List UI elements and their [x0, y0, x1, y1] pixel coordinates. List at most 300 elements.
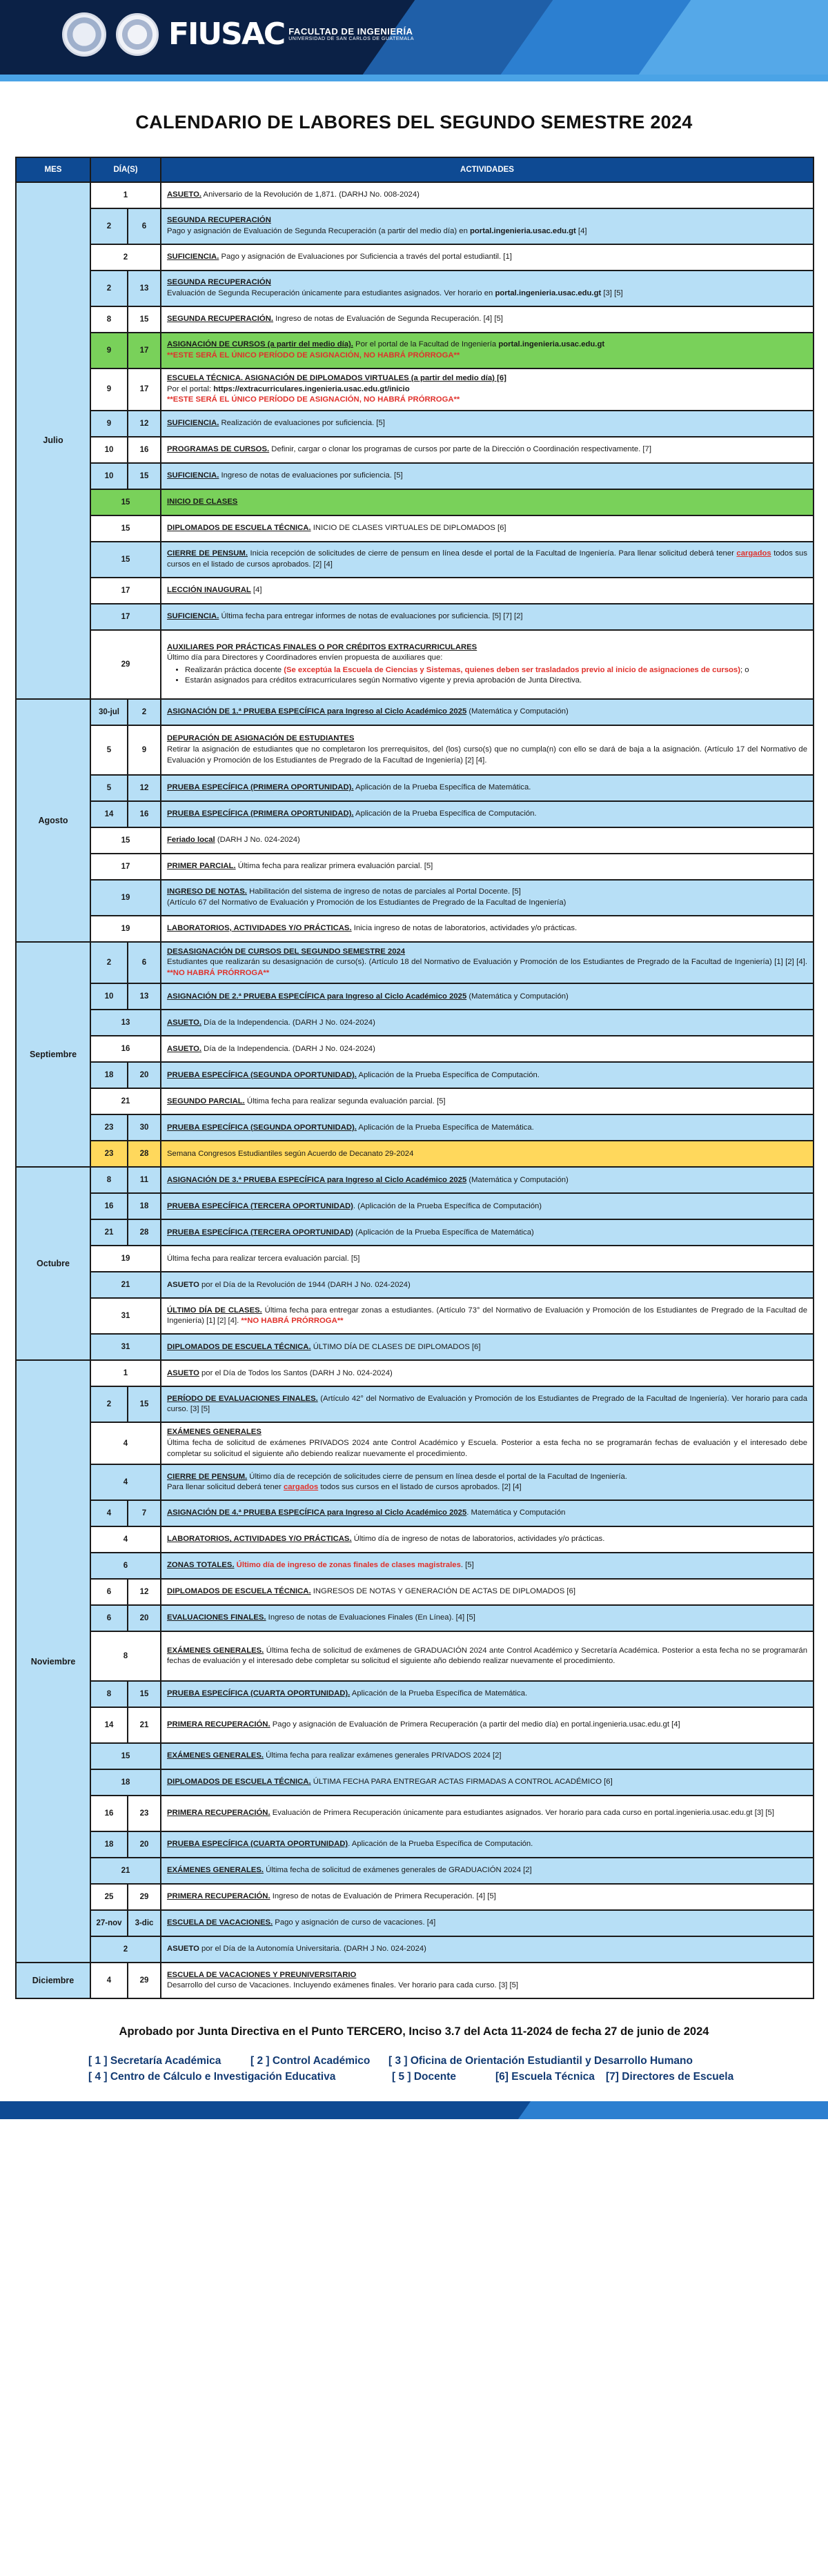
end-day-cell: 2	[128, 699, 161, 725]
activity-heading: PRUEBA ESPECÍFICA (TERCERA OPORTUNIDAD)	[167, 1201, 353, 1210]
table-row	[16, 801, 814, 827]
table-row	[16, 1272, 814, 1298]
activity-text: ; o	[740, 665, 749, 674]
activity-heading: SUFICIENCIA.	[167, 418, 219, 427]
activity-cell	[161, 1936, 814, 1963]
activity-heading: ASUETO.	[167, 1018, 202, 1027]
end-day-cell: 21	[128, 1707, 161, 1743]
month-cell: Octubre	[16, 1167, 90, 1360]
activity-heading: PROGRAMAS DE CURSOS.	[167, 444, 270, 453]
activity-text: Por el portal de la Facultad de Ingeniería	[353, 340, 499, 349]
day-cell: 15	[90, 489, 161, 515]
activity-text: Aplicación de la Prueba Específica de Computación.	[356, 1070, 540, 1079]
table-row	[16, 1422, 814, 1464]
activity-text: Última fecha para entregar zonas a estudiantes. (Artículo 73° del Normativo de Evaluación y Promoción de los Estudiantes de Pregrado de la Facultad de Ingeniería) [1] [2] [4].	[167, 1306, 807, 1326]
header-logos	[62, 12, 414, 57]
end-day-cell: 16	[128, 801, 161, 827]
activity-cell	[161, 854, 814, 880]
start-day-cell: 14	[90, 801, 128, 827]
table-row	[16, 1963, 814, 1998]
start-day-cell: 23	[90, 1141, 128, 1167]
activity-cell	[161, 1386, 814, 1422]
activity-text: Aplicación de la Prueba Específica de Matemática.	[353, 783, 531, 792]
activity-heading: SUFICIENCIA.	[167, 611, 219, 620]
activity-text: Ingreso de notas de Evaluación de Segunda Recuperación. [4] [5]	[273, 315, 503, 324]
activity-heading: PERÍODO DE EVALUACIONES FINALES.	[167, 1394, 318, 1403]
day-cell: 2	[90, 244, 161, 271]
activity-text: Pago y asignación de Evaluaciones por Suficiencia a través del portal estudiantil. [1]	[219, 253, 512, 262]
table-row	[16, 1858, 814, 1884]
end-day-cell: 20	[128, 1831, 161, 1858]
table-row	[16, 1769, 814, 1796]
table-row	[16, 630, 814, 699]
end-day-cell: 15	[128, 306, 161, 333]
activity-cell	[161, 1605, 814, 1631]
table-row	[16, 1796, 814, 1831]
activity-cell	[161, 1167, 814, 1193]
activity-cell	[161, 1579, 814, 1605]
activity-cell	[161, 630, 814, 699]
end-day-cell: 15	[128, 463, 161, 489]
activity-text: [4]	[575, 227, 587, 235]
day-cell: 29	[90, 630, 161, 699]
activity-text: Inicia recepción de solicitudes de cierre de pensum en línea desde el portal de la Facultad de Ingeniería. Para llenar solicitud deberá tener	[247, 549, 737, 558]
activity-cell	[161, 604, 814, 630]
table-row	[16, 271, 814, 306]
activity-text: ÚLTIMO DÍA DE CLASES DE DIPLOMADOS [6]	[310, 1342, 481, 1351]
start-day-cell: 30-jul	[90, 699, 128, 725]
activity-alert: **ESTE SERÁ EL ÚNICO PERÍODO DE ASIGNACIÓN, NO HABRÁ PRÓRROGA**	[167, 351, 460, 360]
activity-cell	[161, 983, 814, 1010]
activity-heading: EVALUACIONES FINALES.	[167, 1613, 266, 1622]
activity-text: Pago y asignación de curso de vacaciones. [4]	[273, 1918, 436, 1927]
day-cell: 17	[90, 604, 161, 630]
activity-cell	[161, 271, 814, 306]
start-day-cell: 4	[90, 1963, 128, 1998]
end-day-cell: 3-dic	[128, 1910, 161, 1936]
activity-heading: SEGUNDA RECUPERACIÓN	[167, 216, 271, 225]
activity-text: Desarrollo del curso de Vacaciones. Incluyendo exámenes finales. Ver horario para cada curso. [3] [5]	[167, 1981, 519, 1990]
activity-cell	[161, 1062, 814, 1088]
activity-cell	[161, 1088, 814, 1114]
activity-heading: PRUEBA ESPECÍFICA (SEGUNDA OPORTUNIDAD).	[167, 1123, 357, 1132]
activity-text: (Artículo 42° del Normativo de Evaluación y Promoción de los Estudiantes de Pregrado de la Facultad de Ingeniería). Ver horario para cada curso. [3] [5]	[167, 1394, 807, 1414]
table-row	[16, 942, 814, 984]
activity-heading: ASIGNACIÓN DE CURSOS (a partir del medio día).	[167, 340, 353, 349]
legend-item: [ 2 ] Control Académico	[250, 2055, 371, 2067]
table-row	[16, 725, 814, 775]
table-row	[16, 1605, 814, 1631]
fiusac-logo	[168, 19, 414, 50]
table-row	[16, 333, 814, 368]
day-cell: 31	[90, 1298, 161, 1334]
activity-text: INICIO DE CLASES VIRTUALES DE DIPLOMADOS [6]	[310, 523, 506, 532]
activity-text: Realizarán práctica docente	[185, 665, 284, 674]
table-row	[16, 1141, 814, 1167]
month-cell: Septiembre	[16, 942, 90, 1168]
activity-heading: ASIGNACIÓN DE 2.ª PRUEBA ESPECÍFICA para Ingreso al Ciclo Académico 2025	[167, 992, 467, 1001]
activity-heading: SEGUNDO PARCIAL.	[167, 1097, 245, 1105]
activity-text: Habilitación del sistema de ingreso de notas de parciales al Portal Docente. [5]	[246, 887, 521, 896]
activity-link-text: https://extracurriculares.ingenieria.usac.edu.gt/inicio	[213, 384, 410, 393]
activity-text: Definir, cargar o clonar los programas de cursos por parte de la Dirección o Coordinación respectivamente. [7]	[269, 444, 651, 453]
table-row	[16, 1167, 814, 1193]
activity-text: (Aplicación de la Prueba Específica de Matemática)	[353, 1228, 534, 1237]
footer-bar	[0, 2101, 828, 2119]
start-day-cell: 6	[90, 1605, 128, 1631]
table-row	[16, 604, 814, 630]
legend-item: [ 4 ] Centro de Cálculo e Investigación Educativa	[88, 2070, 336, 2083]
table-row	[16, 463, 814, 489]
table-row	[16, 775, 814, 801]
activity-heading: EXÁMENES GENERALES.	[167, 1646, 264, 1655]
table-row	[16, 1681, 814, 1707]
end-day-cell: 13	[128, 983, 161, 1010]
table-header-row	[16, 157, 814, 182]
activity-text: Último día de ingreso de notas de laboratorios, actividades y/o prácticas.	[351, 1535, 605, 1544]
activity-cell	[161, 1360, 814, 1386]
table-row	[16, 306, 814, 333]
day-cell: 6	[90, 1553, 161, 1579]
activity-text: . (Aplicación de la Prueba Específica de Computación)	[353, 1201, 542, 1210]
table-row	[16, 1831, 814, 1858]
activity-heading: PRIMER PARCIAL.	[167, 861, 236, 870]
activity-text: [3] [5]	[601, 289, 623, 297]
activity-cell	[161, 1769, 814, 1796]
activity-text: por el Día de Todos los Santos (DARH J No. 024-2024)	[199, 1368, 393, 1377]
table-row	[16, 983, 814, 1010]
activity-heading: ASUETO	[167, 1945, 199, 1954]
footer-stripe	[518, 2101, 828, 2119]
start-day-cell: 21	[90, 1219, 128, 1246]
activity-cell	[161, 306, 814, 333]
day-cell: 18	[90, 1769, 161, 1796]
activity-heading: LABORATORIOS, ACTIVIDADES Y/O PRÁCTICAS.	[167, 923, 352, 932]
activity-text: Evaluación de Primera Recuperación únicamente para estudiantes asignados. Ver horario para cada curso en portal.ingenieria.usac.edu.gt [3] [5]	[270, 1809, 774, 1818]
activity-heading: ASIGNACIÓN DE 1.ª PRUEBA ESPECÍFICA para Ingreso al Ciclo Académico 2025	[167, 707, 467, 716]
activity-text: por el Día de la Autonomía Universitaria. (DARH J No. 024-2024)	[199, 1945, 426, 1954]
activity-text: Ingreso de notas de Evaluación de Primera Recuperación. [4] [5]	[270, 1892, 496, 1901]
activity-text: Ingreso de notas de evaluaciones por suficiencia. [5]	[219, 471, 403, 480]
activity-text: INGRESOS DE NOTAS Y GENERACIÓN DE ACTAS DE DIPLOMADOS [6]	[310, 1587, 575, 1596]
activity-heading: DIPLOMADOS DE ESCUELA TÉCNICA.	[167, 523, 311, 532]
activity-heading: DIPLOMADOS DE ESCUELA TÉCNICA.	[167, 1587, 311, 1596]
activity-heading: ZONAS TOTALES.	[167, 1561, 235, 1570]
activity-cell	[161, 1858, 814, 1884]
end-day-cell: 30	[128, 1114, 161, 1141]
end-day-cell: 29	[128, 1963, 161, 1998]
activity-cell	[161, 578, 814, 604]
start-day-cell: 27-nov	[90, 1910, 128, 1936]
activity-cell	[161, 1553, 814, 1579]
activity-text: Pago y asignación de Evaluación de Segunda Recuperación (a partir del medio día) en	[167, 227, 470, 235]
activity-cell	[161, 1141, 814, 1167]
activity-heading: DEPURACIÓN DE ASIGNACIÓN DE ESTUDIANTES	[167, 734, 355, 743]
end-day-cell: 7	[128, 1500, 161, 1526]
activity-cell	[161, 1114, 814, 1141]
table-row	[16, 1707, 814, 1743]
activity-heading: ASUETO.	[167, 1044, 202, 1053]
activity-link-text: portal.ingenieria.usac.edu.gt	[470, 227, 576, 235]
table-row	[16, 1631, 814, 1681]
activity-link-text: portal.ingenieria.usac.edu.gt	[498, 340, 605, 349]
table-row	[16, 1579, 814, 1605]
column-header-days: DÍA(S)	[90, 157, 161, 182]
activity-heading: ESCUELA TÉCNICA. ASIGNACIÓN DE DIPLOMADOS VIRTUALES (a partir del medio día) [6]	[167, 374, 506, 382]
table-row	[16, 411, 814, 437]
day-cell: 17	[90, 854, 161, 880]
table-row	[16, 1298, 814, 1334]
activity-text: (DARH J No. 024-2024)	[215, 835, 300, 844]
activity-cell	[161, 1298, 814, 1334]
day-cell: 8	[90, 1631, 161, 1681]
activity-text: Por el portal:	[167, 384, 214, 393]
activity-heading: EXÁMENES GENERALES.	[167, 1751, 264, 1760]
table-row	[16, 368, 814, 411]
day-cell: 1	[90, 1360, 161, 1386]
start-day-cell: 5	[90, 725, 128, 775]
activity-text: Pago y asignación de Evaluación de Primera Recuperación (a partir del medio día) en portal.ingenieria.usac.edu.gt [4]	[270, 1720, 680, 1729]
table-row	[16, 916, 814, 942]
end-day-cell: 16	[128, 437, 161, 463]
table-row	[16, 1743, 814, 1769]
activity-text: Evaluación de Segunda Recuperación únicamente para estudiantes asignados. Ver horario en	[167, 289, 495, 297]
calendar-body	[16, 182, 814, 1998]
table-row	[16, 1114, 814, 1141]
day-cell: 15	[90, 542, 161, 578]
table-row	[16, 1884, 814, 1910]
legend	[88, 2054, 765, 2085]
activity-heading: ASUETO	[167, 1280, 199, 1289]
activity-heading: DIPLOMADOS DE ESCUELA TÉCNICA.	[167, 1342, 311, 1351]
start-day-cell: 9	[90, 333, 128, 368]
footer	[0, 2025, 828, 2038]
activity-text: . Aplicación de la Prueba Específica de Computación.	[348, 1840, 533, 1849]
table-row	[16, 1193, 814, 1219]
end-day-cell: 20	[128, 1605, 161, 1631]
calendar-table	[15, 157, 814, 1999]
day-cell: 15	[90, 1743, 161, 1769]
start-day-cell: 2	[90, 208, 128, 244]
day-cell: 31	[90, 1334, 161, 1360]
end-day-cell: 23	[128, 1796, 161, 1831]
start-day-cell: 10	[90, 463, 128, 489]
activity-text: Última fecha de solicitud de exámenes de GRADUACIÓN 2024 ante Control Académico y Secretaría Académica. Posterior a esta fecha no se programarán fechas de evaluación y el interesado debe completar su solicitud el siguiente año debiendo realizar nuevamente el procedimiento.	[167, 1646, 807, 1666]
activity-heading: ASUETO.	[167, 190, 202, 199]
activity-cell	[161, 1963, 814, 1998]
day-cell: 15	[90, 827, 161, 854]
day-cell: 4	[90, 1526, 161, 1553]
activity-heading: SUFICIENCIA.	[167, 471, 219, 480]
activity-text: (Artículo 67 del Normativo de Evaluación y Promoción de los Estudiantes de Pregrado de la Facultad de Ingeniería)	[167, 898, 566, 907]
start-day-cell: 6	[90, 1579, 128, 1605]
end-day-cell: 12	[128, 411, 161, 437]
activity-text: ÚLTIMA FECHA PARA ENTREGAR ACTAS FIRMADAS A CONTROL ACADÉMICO [6]	[310, 1778, 613, 1787]
table-row	[16, 182, 814, 208]
table-row	[16, 1936, 814, 1963]
end-day-cell: 11	[128, 1167, 161, 1193]
activity-text: (Matemática y Computación)	[466, 707, 569, 716]
end-day-cell: 15	[128, 1386, 161, 1422]
activity-highlight: cargados	[283, 1483, 319, 1492]
end-day-cell: 12	[128, 775, 161, 801]
table-row	[16, 437, 814, 463]
activity-cell	[161, 368, 814, 411]
activity-heading: EXÁMENES GENERALES.	[167, 1866, 264, 1875]
month-cell: Agosto	[16, 699, 90, 942]
fiusac-logo-line1: FACULTAD DE INGENIERÍA	[288, 26, 413, 37]
table-row	[16, 854, 814, 880]
table-row	[16, 542, 814, 578]
activity-heading: ASIGNACIÓN DE 4.ª PRUEBA ESPECÍFICA para Ingreso al Ciclo Académico 2025	[167, 1508, 467, 1517]
start-day-cell: 8	[90, 306, 128, 333]
activity-cell	[161, 1796, 814, 1831]
activity-heading: PRUEBA ESPECÍFICA (CUARTA OPORTUNIDAD).	[167, 1689, 351, 1698]
activity-text: (Matemática y Computación)	[466, 1175, 569, 1184]
end-day-cell: 6	[128, 942, 161, 984]
activity-heading: PRIMERA RECUPERACIÓN.	[167, 1892, 270, 1901]
activity-heading: DESASIGNACIÓN DE CURSOS DEL SEGUNDO SEMESTRE 2024	[167, 947, 406, 956]
day-cell: 4	[90, 1422, 161, 1464]
end-day-cell: 15	[128, 1681, 161, 1707]
activity-cell	[161, 463, 814, 489]
legend-item: [ 1 ] Secretaría Académica	[88, 2055, 221, 2067]
activity-heading: ESCUELA DE VACACIONES Y PREUNIVERSITARIO	[167, 1970, 357, 1979]
end-day-cell: 12	[128, 1579, 161, 1605]
start-day-cell: 4	[90, 1500, 128, 1526]
activity-text: (Matemática y Computación)	[466, 992, 569, 1001]
activity-cell	[161, 880, 814, 916]
activity-cell	[161, 489, 814, 515]
legend-item: [6] Escuela Técnica	[495, 2070, 595, 2083]
activity-text: [4]	[250, 585, 262, 594]
activity-heading: INICIO DE CLASES	[167, 497, 238, 506]
activity-text: Estudiantes que realizarán su desasignación de curso(s). (Artículo 18 del Normativo de Evaluación y Promoción de los Estudiantes de Pregrado de la Facultad de Ingeniería) [1] [2] [4].	[167, 958, 807, 967]
start-day-cell: 10	[90, 437, 128, 463]
activity-cell	[161, 1193, 814, 1219]
activity-text: Última fecha para realizar exámenes generales PRIVADOS 2024 [2]	[264, 1751, 502, 1760]
day-cell: 19	[90, 1246, 161, 1272]
activity-text: Realización de evaluaciones por suficiencia. [5]	[219, 418, 385, 427]
activity-heading: PRUEBA ESPECÍFICA (CUARTA OPORTUNIDAD)	[167, 1840, 348, 1849]
legend-item: [7] Directores de Escuela	[606, 2070, 734, 2083]
activity-cell	[161, 1681, 814, 1707]
activity-cell	[161, 699, 814, 725]
table-row	[16, 1526, 814, 1553]
day-cell: 13	[90, 1010, 161, 1036]
end-day-cell: 13	[128, 271, 161, 306]
activity-text: Semana Congresos Estudiantiles según Acuerdo de Decanato 29-2024	[167, 1149, 414, 1158]
day-cell: 1	[90, 182, 161, 208]
table-row	[16, 1334, 814, 1360]
activity-heading: CIERRE DE PENSUM.	[167, 549, 248, 558]
activity-cell	[161, 333, 814, 368]
activity-text: todos sus cursos en el listado de cursos aprobados. [2] [4]	[318, 1483, 522, 1492]
activity-heading: CIERRE DE PENSUM.	[167, 1472, 248, 1481]
activity-link-text: portal.ingenieria.usac.edu.gt	[495, 289, 602, 297]
activity-heading: PRUEBA ESPECÍFICA (SEGUNDA OPORTUNIDAD).	[167, 1070, 357, 1079]
engineering-seal-logo	[116, 13, 159, 56]
activity-cell	[161, 208, 814, 244]
activity-cell	[161, 1219, 814, 1246]
activity-heading: Feriado local	[167, 835, 215, 844]
activity-heading: PRUEBA ESPECÍFICA (TERCERA OPORTUNIDAD)	[167, 1228, 353, 1237]
activity-heading: ESCUELA DE VACACIONES.	[167, 1918, 273, 1927]
activity-text: Día de la Independencia. (DARH J No. 024-2024)	[201, 1044, 375, 1053]
activity-text: . [5]	[460, 1561, 474, 1570]
start-day-cell: 9	[90, 368, 128, 411]
start-day-cell: 14	[90, 1707, 128, 1743]
activity-cell	[161, 1036, 814, 1062]
start-day-cell: 16	[90, 1193, 128, 1219]
activity-text: Aniversario de la Revolución de 1,871. (DARHJ No. 008-2024)	[201, 190, 420, 199]
activity-heading: LABORATORIOS, ACTIVIDADES Y/O PRÁCTICAS.	[167, 1535, 352, 1544]
start-day-cell: 5	[90, 775, 128, 801]
activity-alert: **NO HABRÁ PRÓRROGA**	[241, 1317, 344, 1326]
month-cell: Julio	[16, 182, 90, 699]
list-item	[185, 676, 807, 687]
table-row	[16, 1910, 814, 1936]
end-day-cell: 28	[128, 1141, 161, 1167]
start-day-cell: 2	[90, 271, 128, 306]
start-day-cell: 8	[90, 1167, 128, 1193]
column-header-activities: ACTIVIDADES	[161, 157, 814, 182]
activity-heading: SUFICIENCIA.	[167, 253, 219, 262]
activity-heading: PRUEBA ESPECÍFICA (PRIMERA OPORTUNIDAD).	[167, 809, 354, 818]
day-cell: 17	[90, 578, 161, 604]
activity-text: Aplicación de la Prueba Específica de Matemática.	[350, 1689, 528, 1698]
activity-cell	[161, 1831, 814, 1858]
activity-text: Última fecha para realizar segunda evaluación parcial. [5]	[244, 1097, 446, 1105]
table-row	[16, 1036, 814, 1062]
start-day-cell: 9	[90, 411, 128, 437]
table-row	[16, 1500, 814, 1526]
column-header-month: MES	[16, 157, 90, 182]
start-day-cell: 18	[90, 1062, 128, 1088]
approval-note: Aprobado por Junta Directiva en el Punto TERCERO, Inciso 3.7 del Acta 11-2024 de fecha 27 de junio de 2024	[119, 2025, 709, 2038]
usac-seal-logo	[62, 12, 106, 57]
activity-cell	[161, 1500, 814, 1526]
end-day-cell: 28	[128, 1219, 161, 1246]
day-cell: 19	[90, 880, 161, 916]
page-header	[0, 0, 828, 81]
activity-cell	[161, 801, 814, 827]
activity-cell	[161, 1743, 814, 1769]
activity-heading: ASIGNACIÓN DE 3.ª PRUEBA ESPECÍFICA para Ingreso al Ciclo Académico 2025	[167, 1175, 467, 1184]
activity-cell	[161, 1884, 814, 1910]
end-day-cell: 20	[128, 1062, 161, 1088]
activity-cell	[161, 1422, 814, 1464]
activity-cell	[161, 1246, 814, 1272]
start-day-cell: 23	[90, 1114, 128, 1141]
activity-alert: (Se exceptúa la Escuela de Ciencias y Sistemas, quienes deben ser trasladados previo al inicio de asignaciones de cursos)	[284, 665, 740, 674]
activity-text: Día de la Independencia. (DARH J No. 024-2024)	[201, 1018, 375, 1027]
day-cell: 21	[90, 1858, 161, 1884]
activity-text: Última fecha de solicitud de exámenes PRIVADOS 2024 ante Control Académico y Escuela. Posterior a esta fecha no se programarán fechas de evaluación y el interesado debe completar su solicitud el siguiente año debiendo realizar nuevamente el procedimiento.	[167, 1439, 807, 1458]
activity-cell	[161, 827, 814, 854]
table-row	[16, 1246, 814, 1272]
legend-item: [ 5 ] Docente	[392, 2070, 457, 2083]
activity-heading: PRUEBA ESPECÍFICA (PRIMERA OPORTUNIDAD).	[167, 783, 354, 792]
table-row	[16, 1219, 814, 1246]
table-row	[16, 1062, 814, 1088]
activity-cell	[161, 1910, 814, 1936]
activity-heading: AUXILIARES POR PRÁCTICAS FINALES O POR CRÉDITOS EXTRACURRICULARES	[167, 642, 477, 651]
activity-alert: Último día de ingreso de zonas finales de clases magistrales	[236, 1561, 461, 1570]
table-row	[16, 244, 814, 271]
activity-highlight: cargados	[736, 549, 771, 558]
activity-cell	[161, 1526, 814, 1553]
